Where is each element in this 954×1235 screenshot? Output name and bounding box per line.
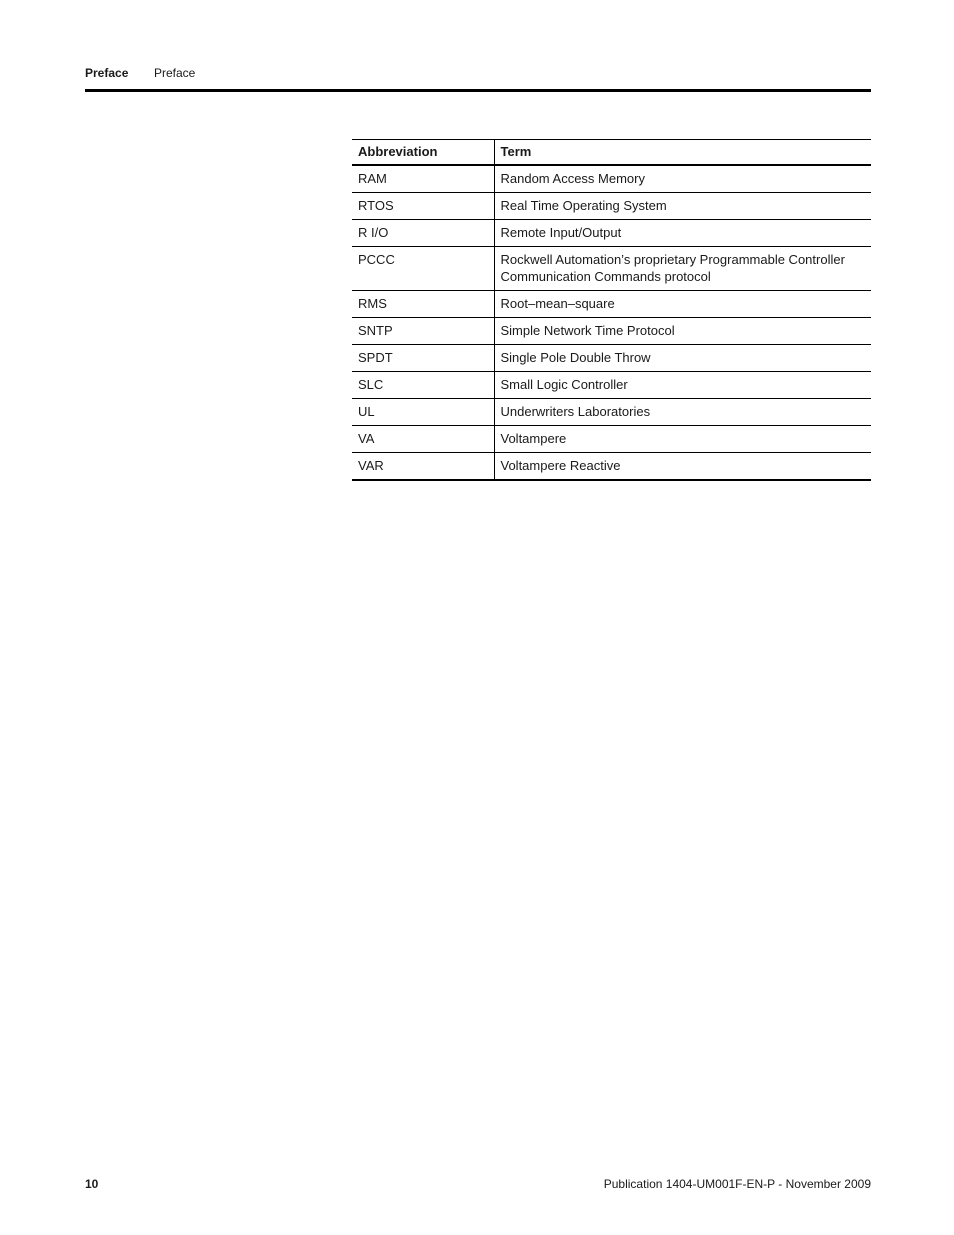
header-chapter-title: Preface <box>154 66 196 80</box>
table-header-row <box>352 140 871 166</box>
page-number: 10 <box>85 1177 99 1191</box>
abbreviation-cell: PCCC <box>352 247 494 291</box>
table-row <box>352 247 871 291</box>
term-cell: Random Access Memory <box>494 165 871 193</box>
abbreviation-cell: VA <box>352 426 494 453</box>
table-row <box>352 372 871 399</box>
table-row <box>352 426 871 453</box>
term-cell: Real Time Operating System <box>494 193 871 220</box>
abbreviation-cell: RTOS <box>352 193 494 220</box>
header-section-title: Preface <box>85 66 129 80</box>
term-cell: Single Pole Double Throw <box>494 345 871 372</box>
running-header <box>85 66 871 82</box>
table-row <box>352 165 871 193</box>
term-cell: Small Logic Controller <box>494 372 871 399</box>
table-row <box>352 193 871 220</box>
abbreviation-cell: RAM <box>352 165 494 193</box>
table-row <box>352 399 871 426</box>
term-cell: Underwriters Laboratories <box>494 399 871 426</box>
abbreviation-cell: SNTP <box>352 318 494 345</box>
abbreviation-cell: UL <box>352 399 494 426</box>
abbreviation-table <box>352 139 871 481</box>
term-cell: Simple Network Time Protocol <box>494 318 871 345</box>
term-cell: Rockwell Automation’s proprietary Programmable Controller Communication Commands protocol <box>494 247 871 291</box>
term-cell: Remote Input/Output <box>494 220 871 247</box>
term-cell: Root–mean–square <box>494 291 871 318</box>
table-row <box>352 453 871 481</box>
term-cell: Voltampere Reactive <box>494 453 871 481</box>
term-cell: Voltampere <box>494 426 871 453</box>
header-rule <box>85 89 871 92</box>
table-row <box>352 345 871 372</box>
table-row <box>352 220 871 247</box>
abbreviation-cell: VAR <box>352 453 494 481</box>
abbreviation-cell: RMS <box>352 291 494 318</box>
abbreviation-cell: R I/O <box>352 220 494 247</box>
abbreviation-cell: SPDT <box>352 345 494 372</box>
publication-info: Publication 1404-UM001F-EN-P - November 2009 <box>603 1177 871 1191</box>
table-row <box>352 318 871 345</box>
column-header-term: Term <box>494 140 871 166</box>
column-header-abbreviation: Abbreviation <box>352 140 494 166</box>
abbreviation-cell: SLC <box>352 372 494 399</box>
table-row <box>352 291 871 318</box>
